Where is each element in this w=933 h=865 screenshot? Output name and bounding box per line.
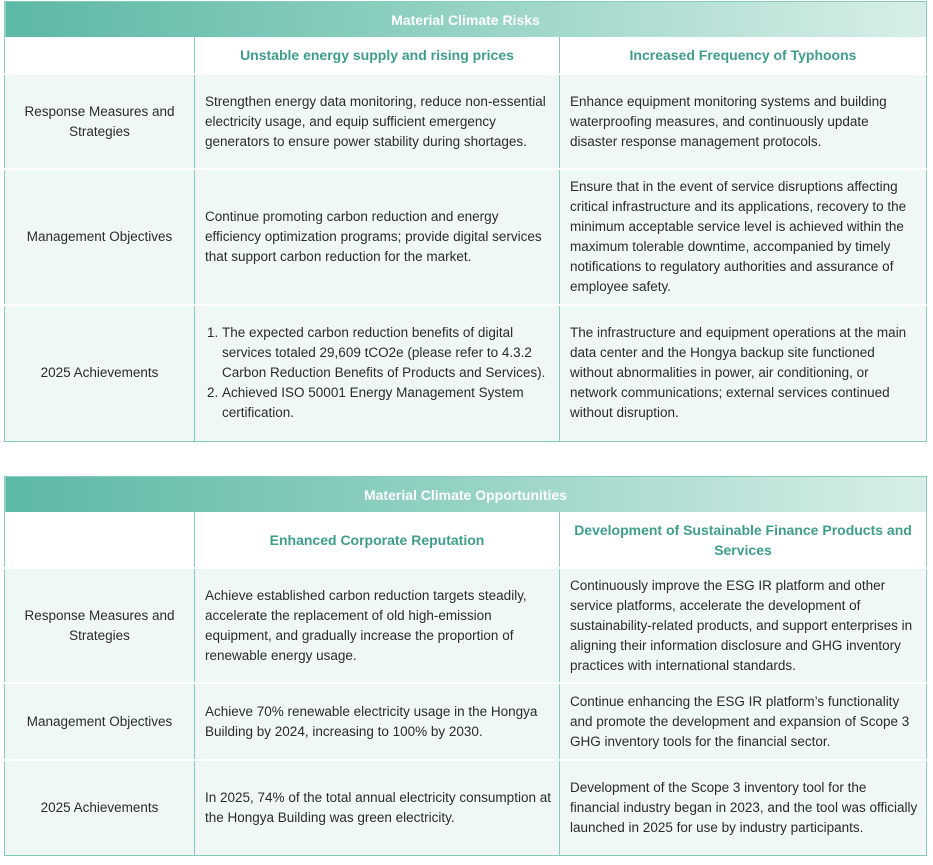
climate-risks-table bbox=[4, 1, 927, 442]
table-cell bbox=[195, 305, 560, 441]
row-label: Management Objectives bbox=[5, 169, 195, 305]
table-row bbox=[5, 74, 927, 169]
risks-header-blank bbox=[5, 37, 195, 74]
table-cell: In 2025, 74% of the total annual electricity consumption at the Hongya Building was green electricity. bbox=[195, 760, 560, 855]
opportunities-header-blank bbox=[5, 512, 195, 568]
table-cell: Strengthen energy data monitoring, reduce non-essential electricity usage, and equip sufficient emergency generators to ensure power stability during shortages. bbox=[195, 74, 560, 169]
table-row bbox=[5, 760, 927, 855]
table-cell: Achieve established carbon reduction targets steadily, accelerate the replacement of old high-emission equipment, and gradually increase the proportion of renewable energy usage. bbox=[195, 568, 560, 683]
table-cell: The infrastructure and equipment operations at the main data center and the Hongya backup site functioned without abnormalities in power, air conditioning, or network communications; external services continued without disruption. bbox=[560, 305, 927, 441]
table-cell: Enhance equipment monitoring systems and building waterproofing measures, and continuously update disaster response management protocols. bbox=[560, 74, 927, 169]
opportunities-column-header-sustainable-finance: Development of Sustainable Finance Products and Services bbox=[560, 512, 927, 568]
table-cell: Continue enhancing the ESG IR platform’s functionality and promote the development and expansion of Scope 3 GHG inventory tools for the financial sector. bbox=[560, 683, 927, 760]
row-label: 2025 Achievements bbox=[5, 760, 195, 855]
table-row bbox=[5, 305, 927, 441]
table-cell: Ensure that in the event of service disruptions affecting critical infrastructure and its applications, recovery to the minimum acceptable service level is achieved within the maximum tolerable downtime, accompanied by timely notifications to regulatory authorities and assurance of employee safety. bbox=[560, 169, 927, 305]
risks-column-header-energy: Unstable energy supply and rising prices bbox=[195, 37, 560, 74]
table-row bbox=[5, 169, 927, 305]
table-cell: Development of the Scope 3 inventory tool for the financial industry began in 2023, and the tool was officially launched in 2025 for use by industry participants. bbox=[560, 760, 927, 855]
climate-opportunities-table bbox=[4, 476, 927, 856]
table-cell: Continuously improve the ESG IR platform and other service platforms, accelerate the development of sustainability-related products, and support enterprises in aligning their information disclosure and GHG inventory practices with international standards. bbox=[560, 568, 927, 683]
row-label: 2025 Achievements bbox=[5, 305, 195, 441]
table-row bbox=[5, 568, 927, 683]
achievements-list bbox=[205, 323, 551, 423]
row-label: Management Objectives bbox=[5, 683, 195, 760]
opportunities-table-title: Material Climate Opportunities bbox=[5, 477, 927, 513]
table-cell: Achieve 70% renewable electricity usage in the Hongya Building by 2024, increasing to 100% by 2030. bbox=[195, 683, 560, 760]
list-item: 2. Achieved ISO 50001 Energy Management System certification. bbox=[222, 383, 551, 423]
opportunities-column-header-reputation: Enhanced Corporate Reputation bbox=[195, 512, 560, 568]
table-cell: Continue promoting carbon reduction and energy efficiency optimization programs; provide digital services that support carbon reduction for the market. bbox=[195, 169, 560, 305]
row-label: Response Measures and Strategies bbox=[5, 74, 195, 169]
risks-table-title: Material Climate Risks bbox=[5, 2, 927, 38]
row-label: Response Measures and Strategies bbox=[5, 568, 195, 683]
risks-column-header-typhoons: Increased Frequency of Typhoons bbox=[560, 37, 927, 74]
table-row bbox=[5, 683, 927, 760]
list-item: 1. The expected carbon reduction benefits of digital services totaled 29,609 tCO2e (please refer to 4.3.2 Carbon Reduction Benefits of Products and Services). bbox=[222, 323, 551, 383]
